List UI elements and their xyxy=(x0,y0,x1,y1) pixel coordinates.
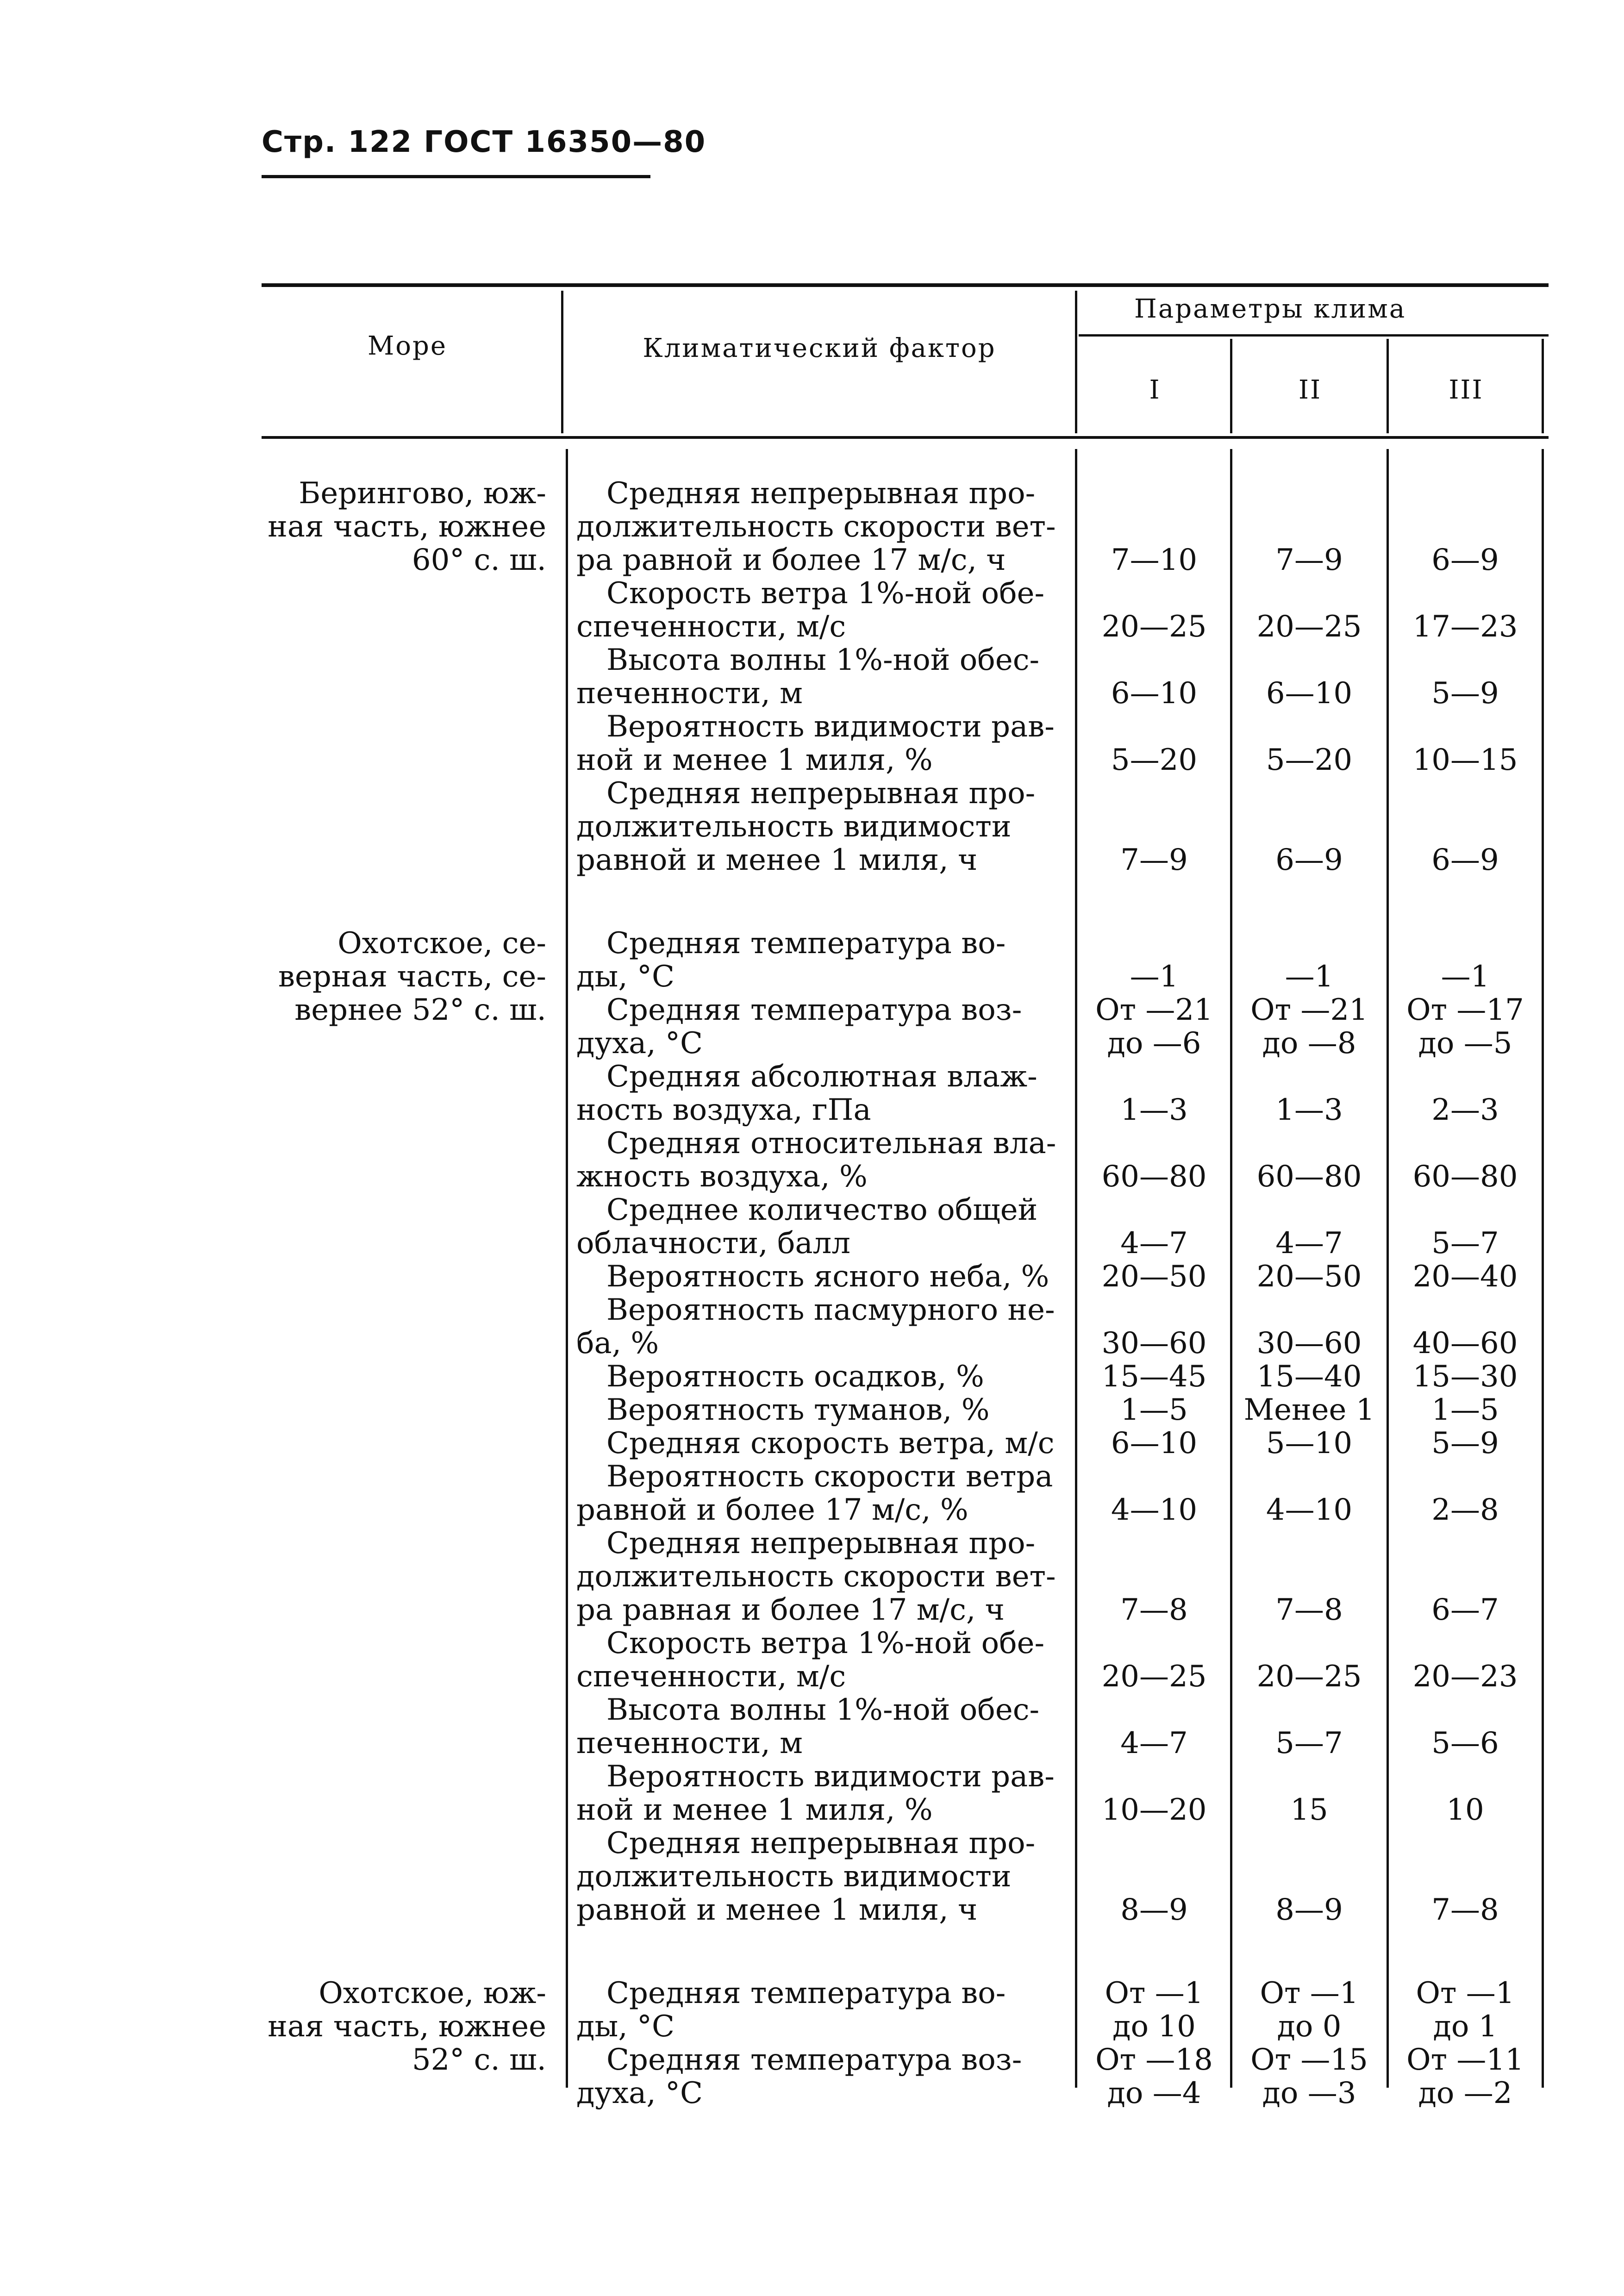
header-factor: Климатический фактор xyxy=(643,333,996,363)
climate-param-value-3: —1 xyxy=(1441,960,1490,994)
climatic-factor-line: ды, °С xyxy=(576,2009,675,2044)
climate-param-value-2: до 0 xyxy=(1277,2009,1342,2044)
header-divider-col3 xyxy=(1542,339,1544,433)
climatic-factor-line: должительность видимости xyxy=(576,810,1012,844)
climate-param-value-1: 20—25 xyxy=(1101,610,1207,644)
climatic-factor xyxy=(576,643,1062,710)
header-col-1: I xyxy=(1149,375,1161,405)
climatic-factor-line: ба, % xyxy=(576,1326,659,1360)
header-bottom-rule xyxy=(262,436,1549,439)
climate-param-value-3: 1—5 xyxy=(1431,1393,1499,1427)
climatic-factor-line: Средняя температура во- xyxy=(606,1976,1006,2010)
climatic-factor-line: облачности, балл xyxy=(576,1226,850,1260)
climate-param-value-1: 4—7 xyxy=(1120,1226,1188,1260)
climate-param-value-3: 6—9 xyxy=(1431,543,1499,577)
sea-name xyxy=(259,477,546,577)
climate-param-value-3: 10—15 xyxy=(1412,743,1518,777)
climate-param-value-1: 1—5 xyxy=(1120,1393,1188,1427)
body-divider-factor xyxy=(1075,449,1077,2088)
climatic-factor xyxy=(576,1977,1062,2043)
climate-param-value-1: 15—45 xyxy=(1101,1360,1207,1394)
climate-param-value-2: 5—20 xyxy=(1266,743,1353,777)
climate-param-value-3: 5—9 xyxy=(1431,676,1499,711)
climate-param-value-3: От —11 xyxy=(1406,2043,1524,2077)
header-divider-sea xyxy=(561,291,563,433)
climate-param-value-1: 20—50 xyxy=(1101,1260,1207,1294)
climate-param-value-3: 10 xyxy=(1446,1793,1484,1827)
climatic-factor-line: ра равная и более 17 м/с, ч xyxy=(576,1593,1005,1627)
header-divider-factor xyxy=(1075,291,1077,433)
header-col-2: II xyxy=(1298,375,1322,405)
climatic-factor-line: печенности, м xyxy=(576,1726,803,1760)
climatic-factor-line: Среднее количество общей xyxy=(606,1193,1038,1227)
climate-param-value-2: 30—60 xyxy=(1256,1326,1362,1360)
sea-name-line: 60° с. ш. xyxy=(412,543,546,577)
climate-param-value-2: Менее 1 xyxy=(1243,1393,1375,1427)
sea-name-line: вернее 52° с. ш. xyxy=(294,993,546,1027)
climatic-factor xyxy=(576,1393,1062,1427)
climate-param-value-2: 15—40 xyxy=(1256,1360,1362,1394)
climate-param-value-1: От —18 xyxy=(1095,2043,1213,2077)
climatic-factor-line: Скорость ветра 1%-ной обе- xyxy=(606,576,1045,611)
sea-name-line: ная часть, южнее xyxy=(268,510,546,544)
climatic-factor xyxy=(576,1060,1062,1127)
climate-param-value-3: 17—23 xyxy=(1412,610,1518,644)
climatic-factor-line: Средняя непрерывная про- xyxy=(606,1526,1036,1560)
climate-param-value-2: 20—50 xyxy=(1256,1260,1362,1294)
climate-param-value-1: 7—8 xyxy=(1120,1593,1188,1627)
climatic-factor-line: Средняя непрерывная про- xyxy=(606,476,1036,511)
climate-param-value-1: 6—10 xyxy=(1111,1426,1198,1460)
climate-param-value-2: 4—7 xyxy=(1275,1226,1343,1260)
climate-param-value-1: 1—3 xyxy=(1120,1093,1188,1127)
climatic-factor xyxy=(576,777,1062,877)
header-rule xyxy=(262,175,650,178)
climate-param-value-1: 8—9 xyxy=(1120,1893,1188,1927)
page-header: Стр. 122 ГОСТ 16350—80 xyxy=(262,125,706,159)
climatic-factor-line: Высота волны 1%-ной обес- xyxy=(606,1693,1040,1727)
climate-param-value-3: От —1 xyxy=(1416,1976,1515,2010)
climatic-factor-line: ность воздуха, гПа xyxy=(576,1093,871,1127)
climatic-factor-line: Вероятность видимости рав- xyxy=(606,710,1055,744)
climatic-factor-line: Средняя относительная вла- xyxy=(606,1126,1056,1160)
climatic-factor-line: Вероятность ясного неба, % xyxy=(606,1260,1049,1294)
climatic-factor xyxy=(576,1193,1062,1260)
climatic-factor-line: спеченности, м/с xyxy=(576,1660,846,1694)
climatic-factor-line: Вероятность скорости ветра xyxy=(606,1460,1053,1494)
header-col-3: III xyxy=(1449,375,1484,405)
climate-param-value-3: 2—8 xyxy=(1431,1493,1499,1527)
climate-param-value-1: 6—10 xyxy=(1111,676,1198,711)
climate-param-value-1: 7—9 xyxy=(1120,843,1188,877)
climatic-factor xyxy=(576,1460,1062,1527)
climatic-factor-line: Средняя температура воз- xyxy=(606,2043,1022,2077)
climate-param-value-2: От —15 xyxy=(1250,2043,1368,2077)
climate-param-value-3: 20—23 xyxy=(1412,1660,1518,1694)
climatic-factor-line: спеченности, м/с xyxy=(576,610,846,644)
climatic-factor-line: ной и менее 1 миля, % xyxy=(576,743,933,777)
climate-param-value-2: до —8 xyxy=(1262,1026,1356,1061)
climate-param-value-3: 7—8 xyxy=(1431,1893,1499,1927)
header-sea: Море xyxy=(367,331,448,361)
climatic-factor-line: духа, °С xyxy=(576,2076,703,2110)
climate-param-value-2: 7—8 xyxy=(1275,1593,1343,1627)
climatic-factor xyxy=(576,1627,1062,1693)
climatic-factor-line: Вероятность видимости рав- xyxy=(606,1759,1055,1794)
sea-name-line: Берингово, юж- xyxy=(299,476,546,511)
climatic-factor-line: Вероятность осадков, % xyxy=(606,1360,984,1394)
climatic-factor xyxy=(576,2043,1062,2110)
climatic-factor-line: Средняя температура воз- xyxy=(606,993,1022,1027)
climate-param-value-2: —1 xyxy=(1285,960,1334,994)
climate-param-value-3: 6—9 xyxy=(1431,843,1499,877)
climate-param-value-3: 40—60 xyxy=(1412,1326,1518,1360)
climate-param-value-2: От —21 xyxy=(1250,993,1368,1027)
climatic-factor-line: равной и менее 1 миля, ч xyxy=(576,843,978,877)
climatic-factor-line: Высота волны 1%-ной обес- xyxy=(606,643,1040,677)
climatic-factor xyxy=(576,1693,1062,1760)
climatic-factor xyxy=(576,1127,1062,1193)
climate-param-value-1: 7—10 xyxy=(1111,543,1198,577)
climatic-factor-line: Средняя скорость ветра, м/с xyxy=(606,1426,1055,1460)
climatic-factor xyxy=(576,1293,1062,1360)
header-divider-col1 xyxy=(1230,339,1232,433)
climatic-factor-line: жность воздуха, % xyxy=(576,1160,868,1194)
climate-param-value-2: 20—25 xyxy=(1256,610,1362,644)
sea-name-line: 52° с. ш. xyxy=(412,2043,546,2077)
climate-param-value-1: до —4 xyxy=(1107,2076,1201,2110)
climatic-factor xyxy=(576,577,1062,643)
climate-param-value-1: 10—20 xyxy=(1101,1793,1207,1827)
climate-param-value-3: 5—9 xyxy=(1431,1426,1499,1460)
climate-param-value-1: 4—7 xyxy=(1120,1726,1188,1760)
climate-param-value-2: 4—10 xyxy=(1266,1493,1353,1527)
climate-param-value-2: 8—9 xyxy=(1275,1893,1343,1927)
climate-param-value-1: От —21 xyxy=(1095,993,1213,1027)
climate-param-value-3: 15—30 xyxy=(1412,1360,1518,1394)
climate-param-value-2: 60—80 xyxy=(1256,1160,1362,1194)
climate-param-value-2: 5—10 xyxy=(1266,1426,1353,1460)
climate-param-value-1: 4—10 xyxy=(1111,1493,1198,1527)
climatic-factor-line: ной и менее 1 миля, % xyxy=(576,1793,933,1827)
climate-param-value-1: 5—20 xyxy=(1111,743,1198,777)
climate-param-value-1: 60—80 xyxy=(1101,1160,1207,1194)
climate-param-value-1: От —1 xyxy=(1105,1976,1204,2010)
body-divider-sea xyxy=(566,449,568,2088)
header-params: Параметры клима xyxy=(1134,294,1406,324)
climatic-factor-line: Средняя абсолютная влаж- xyxy=(606,1060,1037,1094)
climatic-factor-line: должительность скорости вет- xyxy=(576,1560,1056,1594)
header-divider-col2 xyxy=(1387,339,1389,433)
sea-name-line: Охотское, се- xyxy=(337,926,546,961)
climate-param-value-3: 6—7 xyxy=(1431,1593,1499,1627)
sea-name-line: верная часть, се- xyxy=(278,960,546,994)
climatic-factor-line: Средняя непрерывная про- xyxy=(606,776,1036,811)
climate-param-value-1: до —6 xyxy=(1107,1026,1201,1061)
climatic-factor-line: Вероятность туманов, % xyxy=(606,1393,990,1427)
climatic-factor xyxy=(576,1260,1062,1293)
climatic-factor-line: должительность видимости xyxy=(576,1859,1012,1894)
climate-param-value-3: 20—40 xyxy=(1412,1260,1518,1294)
climatic-factor-line: равной и менее 1 миля, ч xyxy=(576,1893,978,1927)
sea-name-line: ная часть, южнее xyxy=(268,2009,546,2044)
climatic-factor xyxy=(576,1760,1062,1827)
climate-param-value-3: 5—7 xyxy=(1431,1226,1499,1260)
table-top-rule xyxy=(262,283,1549,287)
climatic-factor-line: ра равной и более 17 м/с, ч xyxy=(576,543,1006,577)
climate-param-value-1: 20—25 xyxy=(1101,1660,1207,1694)
climatic-factor-line: равной и более 17 м/с, % xyxy=(576,1493,968,1527)
sea-name xyxy=(259,927,546,1027)
climatic-factor-line: печенности, м xyxy=(576,676,803,711)
sea-name-line: Охотское, юж- xyxy=(319,1976,546,2010)
climate-param-value-3: 2—3 xyxy=(1431,1093,1499,1127)
climate-param-value-2: 20—25 xyxy=(1256,1660,1362,1694)
climatic-factor-line: Скорость ветра 1%-ной обе- xyxy=(606,1626,1045,1660)
climate-param-value-3: до —2 xyxy=(1418,2076,1512,2110)
climate-param-value-3: 5—6 xyxy=(1431,1726,1499,1760)
body-divider-col3 xyxy=(1542,449,1544,2088)
sea-name xyxy=(259,1977,546,2077)
climate-param-value-2: От —1 xyxy=(1260,1976,1359,2010)
climatic-factor xyxy=(576,927,1062,993)
climatic-factor xyxy=(576,710,1062,777)
climatic-factor xyxy=(576,993,1062,1060)
climate-param-value-2: 7—9 xyxy=(1275,543,1343,577)
climate-param-value-3: От —17 xyxy=(1406,993,1524,1027)
climate-param-value-2: 1—3 xyxy=(1275,1093,1343,1127)
climate-param-value-2: 15 xyxy=(1290,1793,1328,1827)
climate-param-value-1: до 10 xyxy=(1112,2009,1196,2044)
climatic-factor-line: Вероятность пасмурного не- xyxy=(606,1293,1055,1327)
climatic-factor xyxy=(576,1827,1062,1927)
params-rule xyxy=(1079,334,1549,337)
climate-param-value-1: 30—60 xyxy=(1101,1326,1207,1360)
climatic-factor-line: должительность скорости вет- xyxy=(576,510,1056,544)
climatic-factor-line: Средняя температура во- xyxy=(606,926,1006,961)
climatic-factor xyxy=(576,1527,1062,1627)
climate-param-value-3: до —5 xyxy=(1418,1026,1512,1061)
climate-param-value-1: —1 xyxy=(1130,960,1179,994)
climatic-factor xyxy=(576,1427,1062,1460)
climate-param-value-2: 6—9 xyxy=(1275,843,1343,877)
climate-param-value-2: до —3 xyxy=(1262,2076,1356,2110)
climate-param-value-2: 5—7 xyxy=(1275,1726,1343,1760)
climatic-factor-line: Средняя непрерывная про- xyxy=(606,1826,1036,1860)
climatic-factor-line: духа, °С xyxy=(576,1026,703,1061)
climatic-factor xyxy=(576,1360,1062,1393)
climate-param-value-3: 60—80 xyxy=(1412,1160,1518,1194)
climatic-factor xyxy=(576,477,1062,577)
climatic-factor-line: ды, °С xyxy=(576,960,675,994)
climate-param-value-2: 6—10 xyxy=(1266,676,1353,711)
climate-param-value-3: до 1 xyxy=(1433,2009,1498,2044)
